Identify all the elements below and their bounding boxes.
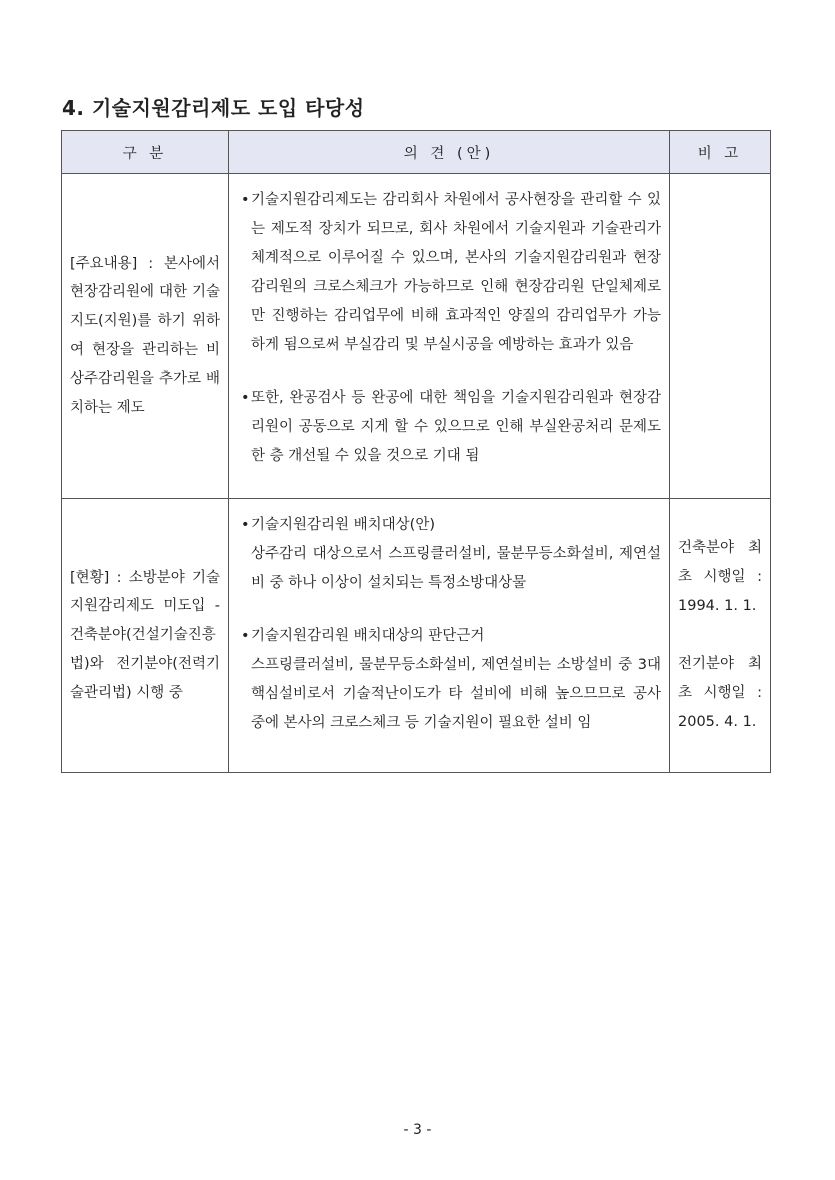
bullet-body: 상주감리 대상으로서 스프링클러설비, 물분무등소화설비, 제연설비 중 하나 이상이 설치되는 특정소방대상물: [251, 546, 661, 591]
bullet-mark: •: [241, 628, 250, 644]
category-cell: [주요내용] : 본사에서 현장감리원에 대한 기술지도(지원)를 하기 위하여 현장을 관리하는 비상주감리원을 추가로 배치하는 제도: [62, 174, 229, 499]
opinion-cell: [229, 499, 670, 773]
table-header-row: [62, 131, 771, 174]
table-row-main-content: [62, 174, 771, 499]
bullet-mark: •: [241, 192, 250, 208]
opinion-bullet: [241, 384, 661, 471]
category-cell: [현황] : 소방분야 기술지원감리제도 미도입 - 건축분야(건설기술진흥법)와 전기분야(전력기술관리법) 시행 중: [62, 499, 229, 773]
bullet-mark: •: [241, 517, 250, 533]
bullet-heading: 기술지원감리원 배치대상(안): [251, 517, 436, 533]
opinion-bullet: [241, 622, 661, 738]
bullet-mark: •: [241, 390, 250, 406]
remarks-cell: [670, 499, 771, 773]
remark-electric: 전기분야 최초 시행일 : 2005. 4. 1.: [678, 656, 762, 730]
table-row-status: [62, 499, 771, 773]
bullet-heading: 기술지원감리원 배치대상의 판단근거: [251, 628, 485, 644]
header-opinion: 의 견 (안): [229, 131, 670, 174]
opinion-bullet: [241, 186, 661, 360]
remark-spacer: [678, 621, 762, 650]
bullet-text: 기술지원감리제도는 감리회사 차원에서 공사현장을 관리할 수 있는 제도적 장치가 되므로, 회사 차원에서 기술지원과 기술관리가 체계적으로 이루어질 수 있으며, 본사의 기술지원감리원과 현장감리원의 크로스체크가 가능하므로 인해 현장감리원 단일체제로만 진행하는 감리업무에 비해 효과적인 양질의 감리업무가 가능하게 됨으로써 부실감리 및 부실시공을 예방하는 효과가 있음: [251, 192, 661, 353]
remark-building: 건축분야 최초 시행일 : 1994. 1. 1.: [678, 540, 762, 614]
header-category: 구 분: [62, 131, 229, 174]
header-remarks: 비 고: [670, 131, 771, 174]
bullet-body: 스프링클러설비, 물분무등소화설비, 제연설비는 소방설비 중 3대 핵심설비로서 기술적난이도가 타 설비에 비해 높으므므로 공사 중에 본사의 크로스체크 등 기술지원이 필요한 설비 임: [251, 657, 661, 731]
remarks-cell-empty: [670, 174, 771, 499]
section-title: 4. 기술지원감리제도 도입 타당성: [62, 96, 365, 120]
opinion-cell: [229, 174, 670, 499]
feasibility-table: [61, 130, 771, 773]
bullet-text: [251, 511, 661, 598]
page-number: - 3 -: [403, 1122, 432, 1138]
bullet-text: 또한, 완공검사 등 완공에 대한 책임을 기술지원감리원과 현장감리원이 공동으로 지게 할 수 있으므로 인해 부실완공처리 문제도 한 층 개선될 수 있을 것으로 기대 됨: [251, 390, 661, 464]
opinion-bullet: [241, 511, 661, 598]
bullet-text: [251, 622, 661, 738]
